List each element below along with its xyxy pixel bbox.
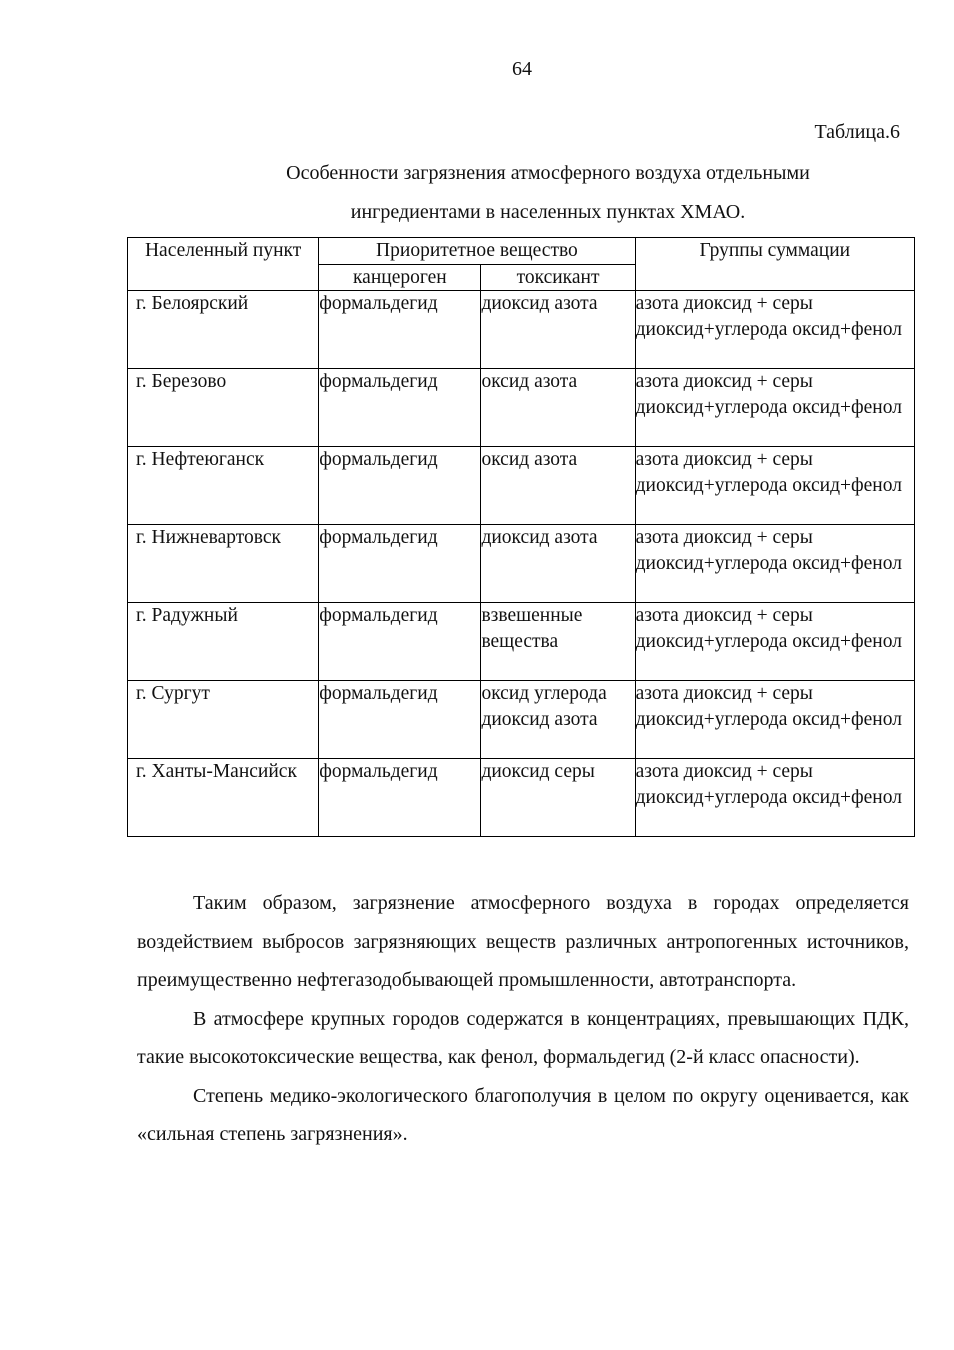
header-city: Населенный пункт: [128, 238, 319, 291]
table-label: Таблица.6: [814, 121, 900, 143]
header-priority: Приоритетное вещество: [319, 238, 635, 265]
cell-carcinogen: формальдегид: [319, 759, 481, 837]
body-text: [137, 884, 909, 1154]
cell-city: г. Радужный: [128, 603, 319, 681]
cell-groups: азота диоксид + серы диоксид+углерода оксид+фенол: [635, 291, 914, 369]
paragraph: Степень медико-экологического благополучия в целом по округу оценивается, как «сильная степень загрязнения».: [137, 1084, 909, 1145]
cell-toxicant: оксид азота: [481, 369, 635, 447]
cell-city: г. Нефтеюганск: [128, 447, 319, 525]
table-row: [128, 603, 915, 681]
table-title: [238, 154, 858, 232]
cell-carcinogen: формальдегид: [319, 291, 481, 369]
cell-carcinogen: формальдегид: [319, 369, 481, 447]
table-row: [128, 759, 915, 837]
table-row: [128, 369, 915, 447]
cell-carcinogen: формальдегид: [319, 681, 481, 759]
cell-groups: азота диоксид + серы диоксид+углерода оксид+фенол: [635, 447, 914, 525]
cell-city: г. Нижневартовск: [128, 525, 319, 603]
table-row: [128, 447, 915, 525]
table-title-line: ингредиентами в населенных пунктах ХМАО.: [350, 201, 746, 223]
paragraph: Таким образом, загрязнение атмосферного воздуха в городах определяется воздействием выбросов загрязняющих веществ различных антропогенных источников, преимущественно нефтегазодобывающей промышленности, автотранспорта.: [137, 892, 909, 991]
cell-carcinogen: формальдегид: [319, 603, 481, 681]
cell-city: г. Ханты-Мансийск: [128, 759, 319, 837]
cell-carcinogen: формальдегид: [319, 525, 481, 603]
table-row: [128, 291, 915, 369]
cell-toxicant: диоксид азота: [481, 525, 635, 603]
table-title-line: Особенности загрязнения атмосферного воздуха отдельными: [286, 162, 810, 184]
cell-toxicant: диоксид азота: [481, 291, 635, 369]
cell-groups: азота диоксид + серы диоксид+углерода оксид+фенол: [635, 369, 914, 447]
cell-carcinogen: формальдегид: [319, 447, 481, 525]
header-carcinogen: канцероген: [319, 264, 481, 291]
header-groups: Группы суммации: [635, 238, 914, 291]
cell-groups: азота диоксид + серы диоксид+углерода оксид+фенол: [635, 603, 914, 681]
header-toxicant: токсикант: [481, 264, 635, 291]
pollution-table: [127, 237, 915, 837]
paragraph: В атмосфере крупных городов содержатся в концентрациях, превышающих ПДК, такие высокотоксические вещества, как фенол, формальдегид (2-й класс опасности).: [137, 1007, 909, 1068]
table-row: [128, 681, 915, 759]
cell-groups: азота диоксид + серы диоксид+углерода оксид+фенол: [635, 759, 914, 837]
cell-toxicant: взвешенные вещества: [481, 603, 635, 681]
cell-city: г. Березово: [128, 369, 319, 447]
cell-toxicant: диоксид серы: [481, 759, 635, 837]
table-row: [128, 525, 915, 603]
cell-toxicant: оксид азота: [481, 447, 635, 525]
cell-groups: азота диоксид + серы диоксид+углерода оксид+фенол: [635, 525, 914, 603]
cell-city: г. Белоярский: [128, 291, 319, 369]
cell-groups: азота диоксид + серы диоксид+углерода оксид+фенол: [635, 681, 914, 759]
page-number: 64: [512, 58, 532, 80]
cell-city: г. Сургут: [128, 681, 319, 759]
cell-toxicant: оксид углерода диоксид азота: [481, 681, 635, 759]
